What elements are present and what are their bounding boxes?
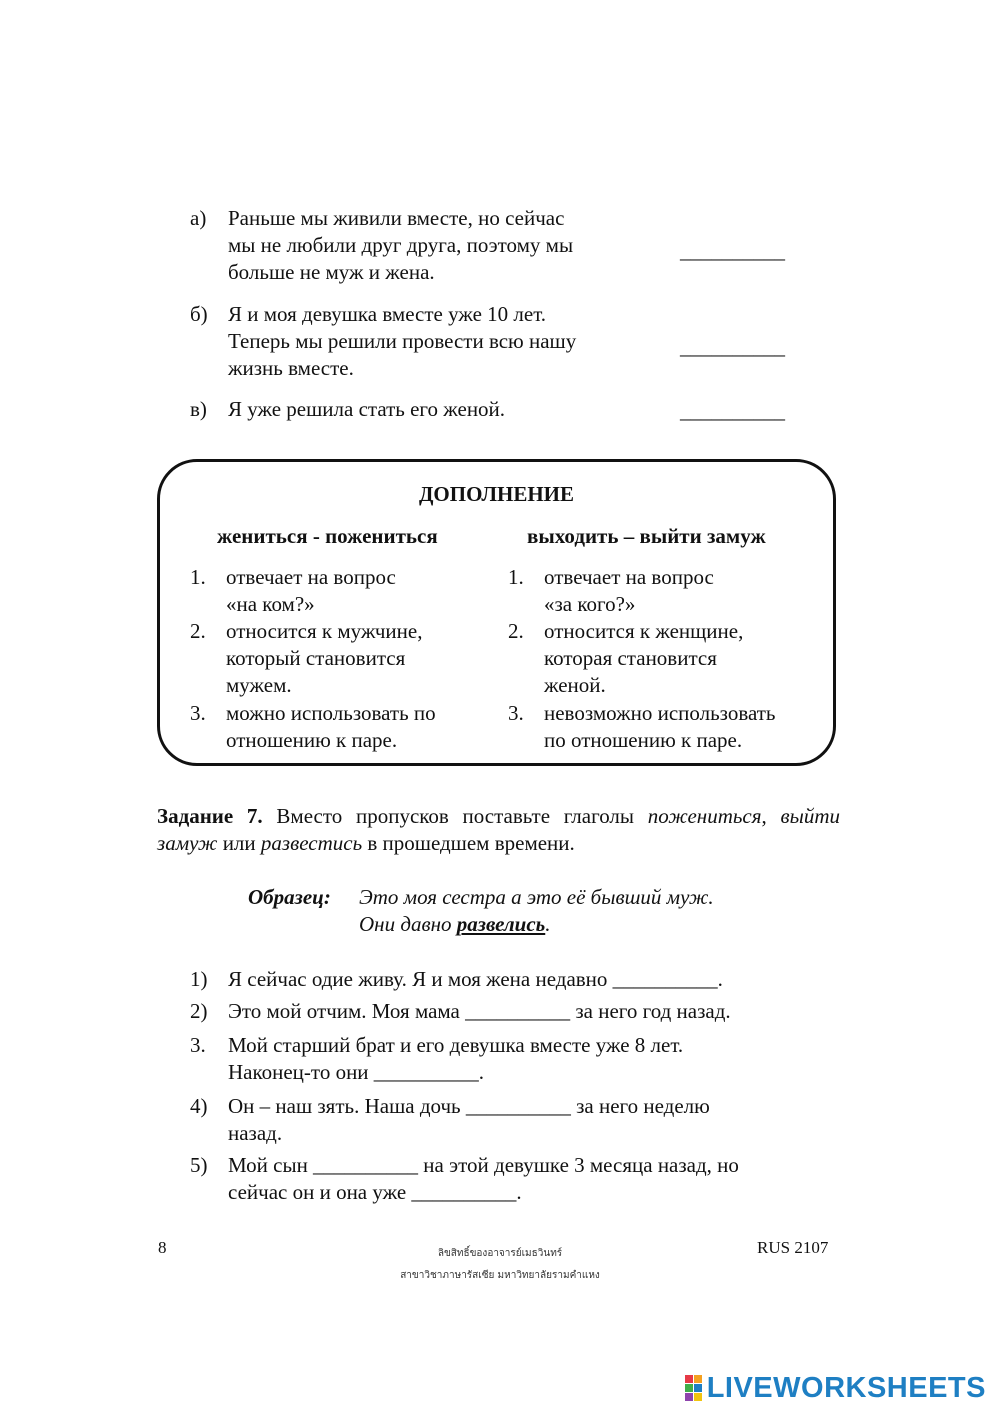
item-line: Теперь мы решили провести всю нашу (228, 329, 577, 353)
example-line (359, 911, 714, 938)
exercise-number: 1) (190, 967, 208, 991)
rule-text: мужем. (226, 673, 292, 697)
item-line: жизнь вместе. (228, 356, 354, 380)
task-label: Задание 7. (157, 804, 263, 828)
rule-number: 2. (508, 619, 524, 643)
page-number: 8 (158, 1238, 167, 1257)
rule-text: которая становится (544, 646, 717, 670)
example-label: Образец: (248, 885, 331, 909)
rule-text: отношению к паре. (226, 728, 398, 752)
rule-text: «на ком?» (226, 592, 315, 616)
exercise-line: назад. (228, 1121, 283, 1145)
example-answer: развелись (456, 912, 546, 936)
task-instruction (157, 803, 840, 857)
left-column-heading: жениться - пожениться (217, 524, 438, 548)
rule-number: 1. (508, 565, 524, 589)
rule-number: 1. (190, 565, 206, 589)
exercise-number: 5) (190, 1153, 208, 1177)
task-verb: выйти замуж (157, 804, 840, 855)
exercise-line[interactable]: Он – наш зять. Наша дочь __________ за него неделю (228, 1094, 710, 1118)
example-text (359, 884, 714, 938)
rule-number: 3. (508, 701, 524, 725)
rule-text: относится к мужчине, (226, 619, 423, 643)
item-marker: в) (190, 397, 207, 421)
item-line: мы не любили друг друга, поэтому мы (228, 233, 574, 257)
exercise-line[interactable]: Это мой отчим. Моя мама __________ за него год назад. (228, 999, 731, 1023)
supplement-title: ДОПОЛНЕНИЕ (418, 482, 575, 506)
item-line: Я уже решила стать его женой. (228, 397, 506, 421)
rule-number: 2. (190, 619, 206, 643)
task-text: в прошедшем времени. (362, 831, 575, 855)
task-text: или (217, 831, 261, 855)
item-line: Раньше мы живили вместе, но сейчас (228, 206, 565, 230)
exercise-line: Мой старший брат и его девушка вместе уже 8 лет. (228, 1033, 684, 1057)
logo-mark-icon (685, 1375, 702, 1401)
exercise-line[interactable]: сейчас он и она уже __________. (228, 1180, 522, 1204)
exercise-line[interactable]: Наконец-то они __________. (228, 1060, 485, 1084)
answer-blank[interactable]: __________ (680, 239, 785, 263)
rule-text: можно использовать по (226, 701, 436, 725)
item-line: Я и моя девушка вместе уже 10 лет. (228, 302, 547, 326)
task-text: , (761, 804, 781, 828)
supplement-box (157, 459, 836, 766)
logo-text: LIVEWORKSHEETS (706, 1371, 986, 1404)
rule-text: по отношению к паре. (544, 728, 743, 752)
example-line: Это моя сестра а это её бывший муж. (359, 885, 714, 909)
right-column-heading: выходить – выйти замуж (527, 524, 766, 548)
rule-text: «за кого?» (544, 592, 636, 616)
course-code: RUS 2107 (757, 1238, 829, 1257)
department-line: สาขาวิชาภาษารัสเซีย มหาวิทยาลัยรามคำแหง (400, 1270, 600, 1281)
exercise-line[interactable]: Я сейчас одие живу. Я и моя жена недавно __________. (228, 967, 723, 991)
example-suffix: . (545, 912, 551, 936)
task-verb: развестись (260, 831, 363, 855)
exercise-number: 3. (190, 1033, 206, 1057)
example-prefix: Они давно (359, 912, 457, 936)
answer-blank[interactable]: __________ (680, 335, 785, 359)
item-marker: б) (190, 302, 208, 326)
task-text: Вместо пропусков поставьте глаголы (262, 804, 648, 828)
exercise-number: 4) (190, 1094, 208, 1118)
copyright-line: ลิขสิทธิ์ของอาจารย์เมธวินทร์ (437, 1248, 563, 1259)
rule-text: который становится (226, 646, 406, 670)
item-marker: а) (190, 206, 207, 230)
rule-number: 3. (190, 701, 206, 725)
rule-text: относится к женщине, (544, 619, 744, 643)
task-verb: пожениться (647, 804, 762, 828)
liveworksheets-logo[interactable] (685, 1370, 986, 1406)
rule-text: невозможно использовать (544, 701, 776, 725)
exercise-number: 2) (190, 999, 208, 1023)
item-line: больше не муж и жена. (228, 260, 435, 284)
rule-text: отвечает на вопрос (544, 565, 714, 589)
answer-blank[interactable]: __________ (680, 399, 785, 423)
exercise-line[interactable]: Мой сын __________ на этой девушке 3 месяца назад, но (228, 1153, 739, 1177)
rule-text: женой. (544, 673, 606, 697)
rule-text: отвечает на вопрос (226, 565, 396, 589)
